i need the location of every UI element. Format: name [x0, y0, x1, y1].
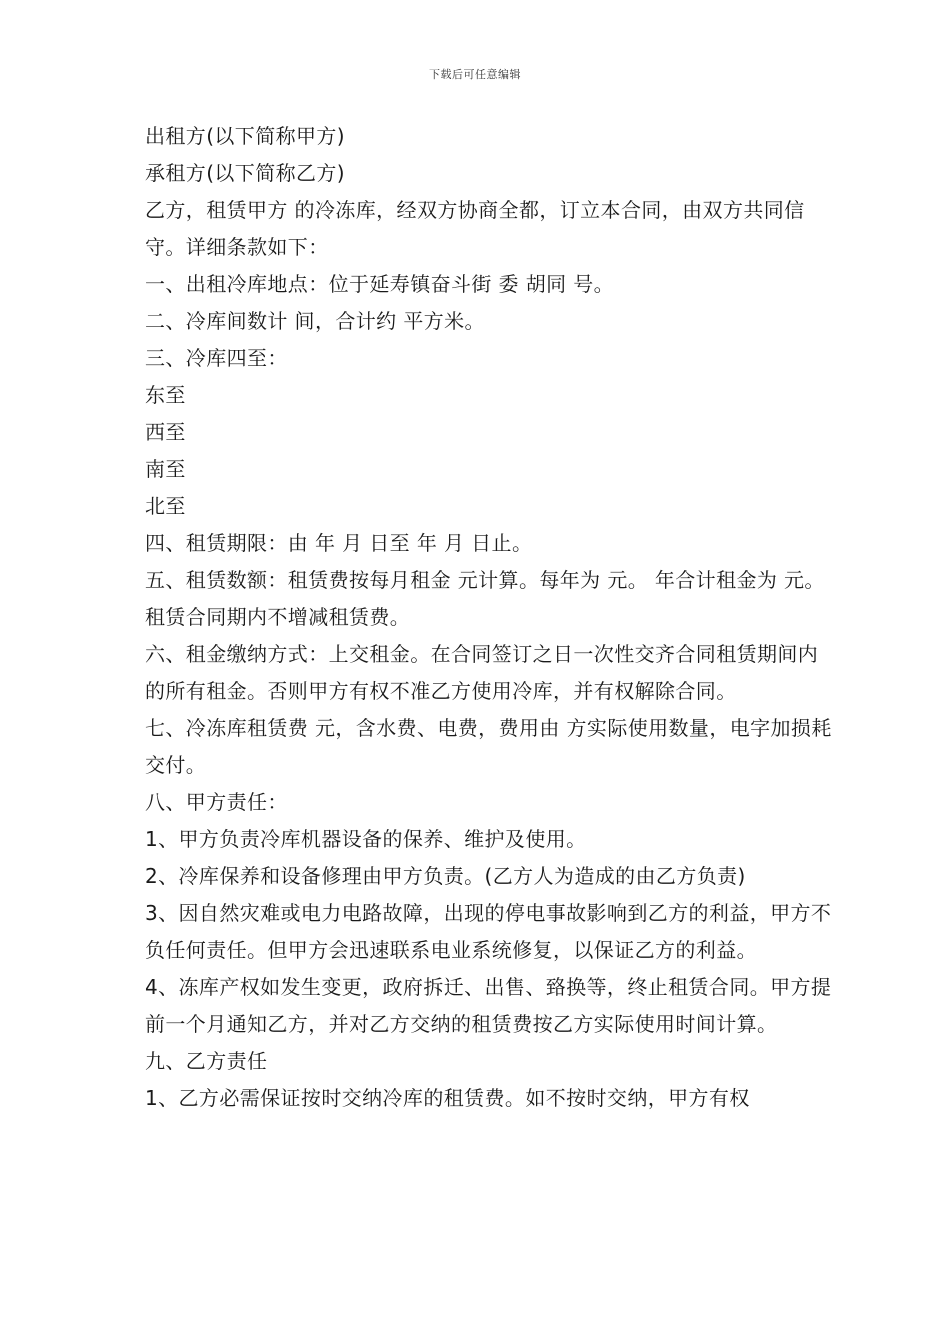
paragraph: 北至 [145, 494, 186, 518]
page-header: 下载后可任意编辑 [429, 68, 521, 81]
paragraph: 1、乙方必需保证按时交纳冷库的租赁费。如不按时交纳，甲方有权 [145, 1086, 750, 1110]
paragraph: 四、租赁期限：由 年 月 日至 年 月 日止。 [145, 531, 533, 555]
paragraph: 七、冷冻库租赁费 元，含水费、电费，费用由 方实际使用数量，电字加损耗交付。 [145, 716, 832, 777]
paragraph: 二、冷库间数计 间，合计约 平方米。 [145, 309, 485, 333]
paragraph: 西至 [145, 420, 186, 444]
paragraph: 八、甲方责任： [145, 790, 288, 814]
paragraph: 承租方(以下简称乙方) [145, 161, 346, 185]
paragraph: 五、租赁数额：租赁费按每月租金 元计算。每年为 元。 年合计租金为 元。租赁合同期内不增减租赁费。 [145, 568, 825, 629]
paragraph: 一、出租冷库地点：位于延寿镇奋斗街 委 胡同 号。 [145, 272, 615, 296]
paragraph: 九、乙方责任 [145, 1049, 268, 1073]
paragraph: 六、租金缴纳方式：上交租金。在合同签订之日一次性交齐合同租赁期间内的所有租金。否则甲方有权不准乙方使用冷库，并有权解除合同。 [145, 642, 819, 703]
paragraph: 出租方(以下简称甲方) [145, 124, 346, 148]
paragraph: 1、甲方负责冷库机器设备的保养、维护及使用。 [145, 827, 587, 851]
paragraph: 3、因自然灾难或电力电路故障，出现的停电事故影响到乙方的利益，甲方不负任何责任。但甲方会迅速联系电业系统修复，以保证乙方的利益。 [145, 901, 832, 962]
document-body [145, 118, 835, 1117]
paragraph: 南至 [145, 457, 186, 481]
paragraph: 2、冷库保养和设备修理由甲方负责。(乙方人为造成的由乙方负责) [145, 864, 746, 888]
paragraph: 东至 [145, 383, 186, 407]
paragraph: 4、冻库产权如发生变更，政府拆迁、出售、臵换等，终止租赁合同。甲方提前一个月通知乙方，并对乙方交纳的租赁费按乙方实际使用时间计算。 [145, 975, 832, 1036]
paragraph: 三、冷库四至： [145, 346, 288, 370]
paragraph: 乙方，租赁甲方 的冷冻库，经双方协商全都，订立本合同，由双方共同信守。详细条款如下： [145, 198, 805, 259]
